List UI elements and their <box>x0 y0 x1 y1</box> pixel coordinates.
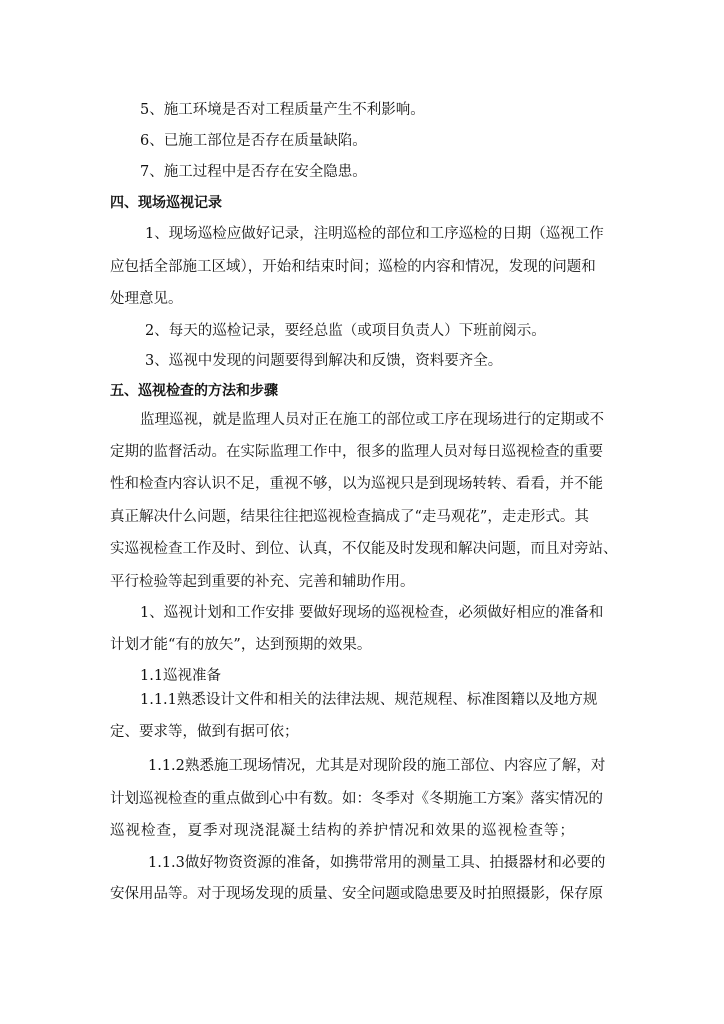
plan-item-1-line-1: 1、巡视计划和工作安排 要做好现场的巡视检查，必须做好相应的准备和 <box>140 605 604 621</box>
item-1-1-2-line-3: 巡视检查，夏季对现浇混凝土结构的养护情况和效果的巡视检查等； <box>110 823 575 839</box>
item-1-1-3-line-2: 安保用品等。对于现场发现的质量、安全问题或隐患要及时拍照摄影，保存原 <box>110 886 603 902</box>
plan-item-1-line-2: 计划才能“有的放矢”，达到预期的效果。 <box>110 637 372 653</box>
paragraph-line-6: 平行检验等起到重要的补充、完善和辅助作用。 <box>110 574 415 590</box>
item-1-1-2-line-2: 计划巡视检查的重点做到心中有数。如：冬季对《冬期施工方案》落实情况的 <box>110 791 603 807</box>
section-4-heading: 四、现场巡视记录 <box>110 195 222 211</box>
subheading-1-1: 1.1巡视准备 <box>140 668 222 684</box>
item-7-line: 7、施工过程中是否存在安全隐患。 <box>140 164 367 180</box>
item-1-1-3-line-1: 1.1.3做好物资资源的准备，如携带常用的测量工具、拍摄器材和必要的 <box>148 855 606 871</box>
paragraph-line-5: 实巡视检查工作及时、到位、认真，不仅能及时发现和解决问题，而且对旁站、 <box>110 541 618 557</box>
record-item-1-line-1: 1、现场巡检应做好记录，注明巡检的部位和工序巡检的日期（巡视工作 <box>145 226 604 242</box>
record-item-2-line: 2、每天的巡检记录，要经总监（或项目负责人）下班前阅示。 <box>145 323 546 339</box>
record-item-3-line: 3、巡视中发现的问题要得到解决和反馈，资料要齐全。 <box>145 353 503 369</box>
paragraph-line-3: 性和检查内容认识不足，重视不够，以为巡视只是到现场转转、看看，并不能 <box>110 476 603 492</box>
paragraph-line-2: 定期的监督活动。在实际监理工作中，很多的监理人员对每日巡视检查的重要 <box>110 444 603 460</box>
paragraph-line-1: 监理巡视，就是监理人员对正在施工的部位或工序在现场进行的定期或不 <box>140 412 604 428</box>
record-item-1-line-3: 处理意见。 <box>110 291 183 307</box>
section-5-heading: 五、巡视检查的方法和步骤 <box>110 383 278 399</box>
record-item-1-line-2: 应包括全部施工区域），开始和结束时间；巡检的内容和情况，发现的问题和 <box>110 259 596 275</box>
item-1-1-2-line-1: 1.1.2熟悉施工现场情况，尤其是对现阶段的施工部位、内容应了解，对 <box>148 758 606 774</box>
item-1-1-1-line-1: 1.1.1熟悉设计文件和相关的法律法规、规范规程、标准图籍以及地方规 <box>140 692 598 708</box>
item-6-line: 6、已施工部位是否存在质量缺陷。 <box>140 133 367 149</box>
item-5-line: 5、施工环境是否对工程质量产生不利影响。 <box>140 102 425 118</box>
item-1-1-1-line-2: 定、要求等，做到有据可依； <box>110 724 299 740</box>
paragraph-line-4: 真正解决什么问题，结果往往把巡视检查搞成了“走马观花”，走走形式。其 <box>110 509 589 525</box>
